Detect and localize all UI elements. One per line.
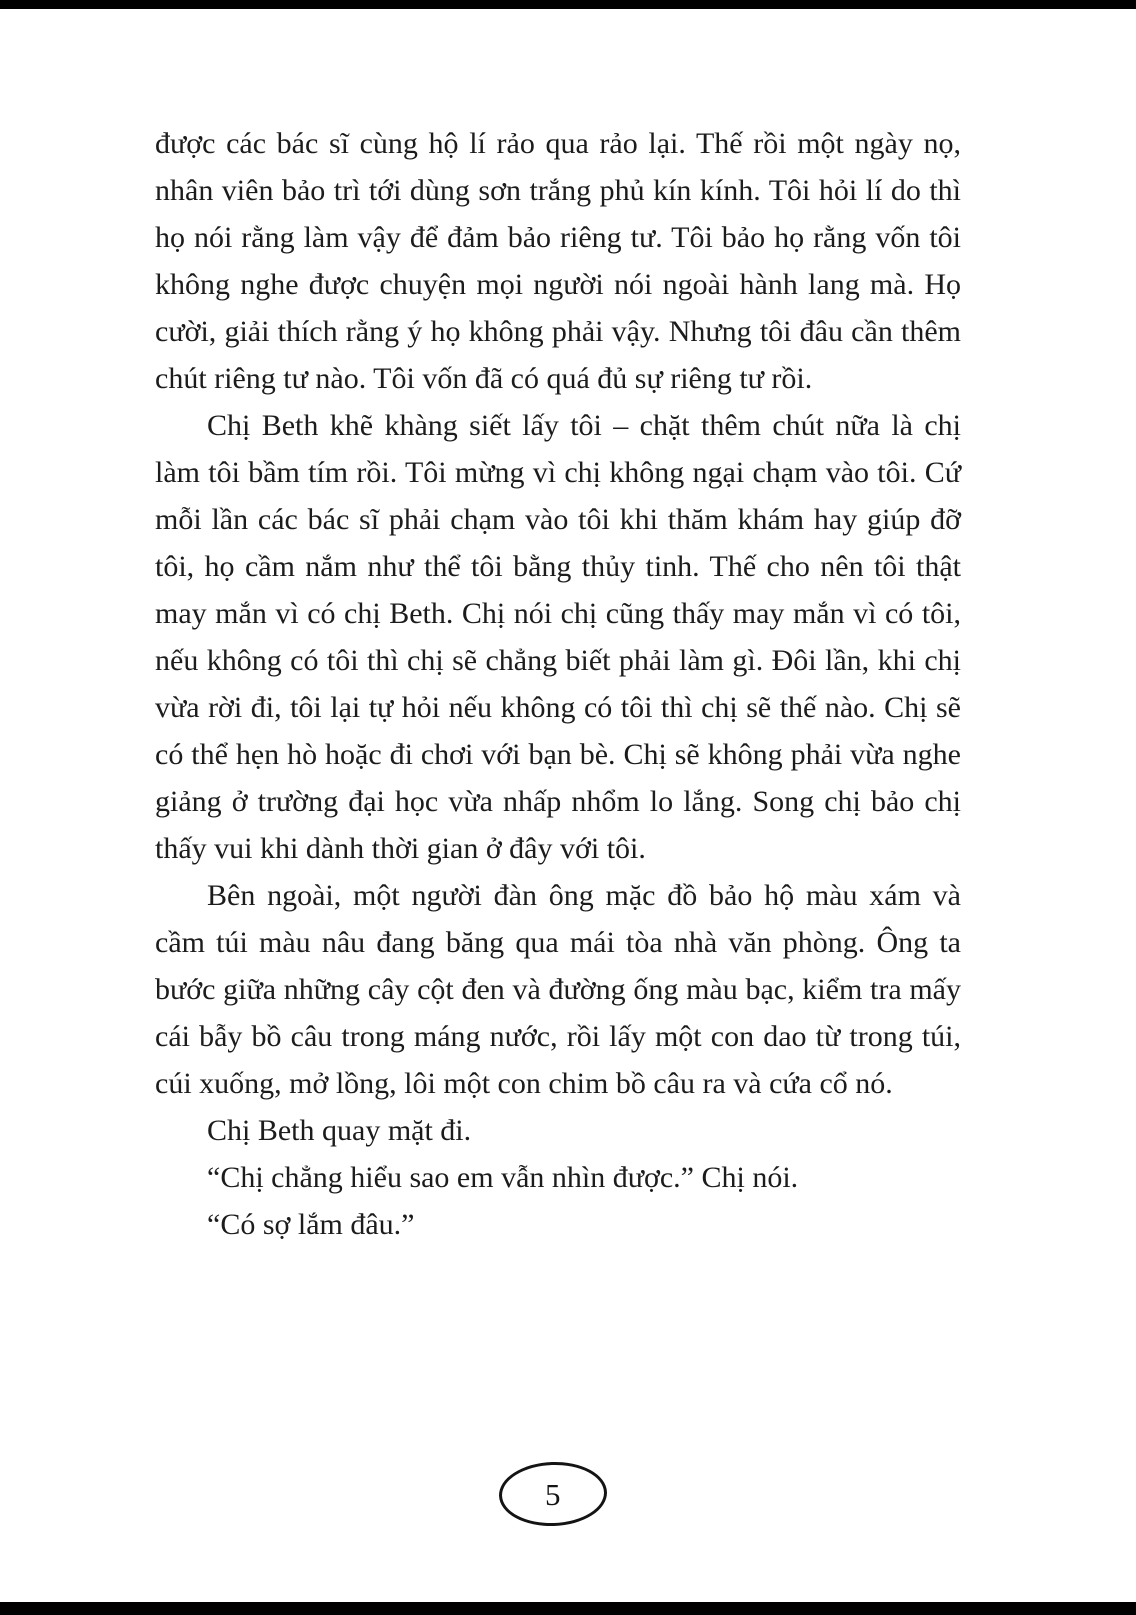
page-number: 5 xyxy=(545,1476,561,1512)
paragraph-3: Bên ngoài, một người đàn ông mặc đồ bảo hộ màu xám và cầm túi màu nâu đang băng qua mái tòa nhà văn phòng. Ông ta bước giữa những cây cột đen và đường ống màu bạc, kiểm tra mấy cái bẫy bồ câu trong máng nước, rồi lấy một con dao từ trong túi, cúi xuống, mở lồng, lôi một con chim bồ câu ra và cứa cổ nó. xyxy=(155,879,961,1100)
paragraph-2: Chị Beth khẽ khàng siết lấy tôi – chặt thêm chút nữa là chị làm tôi bầm tím rồi. Tôi mừng vì chị không ngại chạm vào tôi. Cứ mỗi lần các bác sĩ phải chạm vào tôi khi thăm khám hay giúp đỡ tôi, họ cầm nắm như thể tôi bằng thủy tinh. Thế cho nên tôi thật may mắn vì có chị Beth. Chị nói chị cũng thấy may mắn vì có tôi, nếu không có tôi thì chị sẽ chẳng biết phải làm gì. Đôi lần, khi chị vừa rời đi, tôi lại tự hỏi nếu không có tôi thì chị sẽ thế nào. Chị sẽ có thể hẹn hò hoặc đi chơi với bạn bè. Chị sẽ không phải vừa nghe giảng ở trường đại học vừa nhấp nhổm lo lắng. Song chị bảo chị thấy vui khi dành thời gian ở đây với tôi. xyxy=(155,409,961,865)
page-bottom-edge xyxy=(0,1602,1136,1615)
paragraph-5: “Chị chẳng hiểu sao em vẫn nhìn được.” Chị nói. xyxy=(207,1161,799,1194)
paragraph-4: Chị Beth quay mặt đi. xyxy=(207,1114,472,1147)
page-number-ornament xyxy=(498,1460,608,1528)
paragraph-6: “Có sợ lắm đâu.” xyxy=(207,1208,415,1241)
page-top-edge xyxy=(0,0,1136,9)
paragraph-1: được các bác sĩ cùng hộ lí rảo qua rảo lại. Thế rồi một ngày nọ, nhân viên bảo trì tới dùng sơn trắng phủ kín kính. Tôi hỏi lí do thì họ nói rằng làm vậy để đảm bảo riêng tư. Tôi bảo họ rằng vốn tôi không nghe được chuyện mọi người nói ngoài hành lang mà. Họ cười, giải thích rằng ý họ không phải vậy. Nhưng tôi đâu cần thêm chút riêng tư nào. Tôi vốn đã có quá đủ sự riêng tư rồi. xyxy=(155,127,961,395)
page-text xyxy=(155,120,961,1248)
